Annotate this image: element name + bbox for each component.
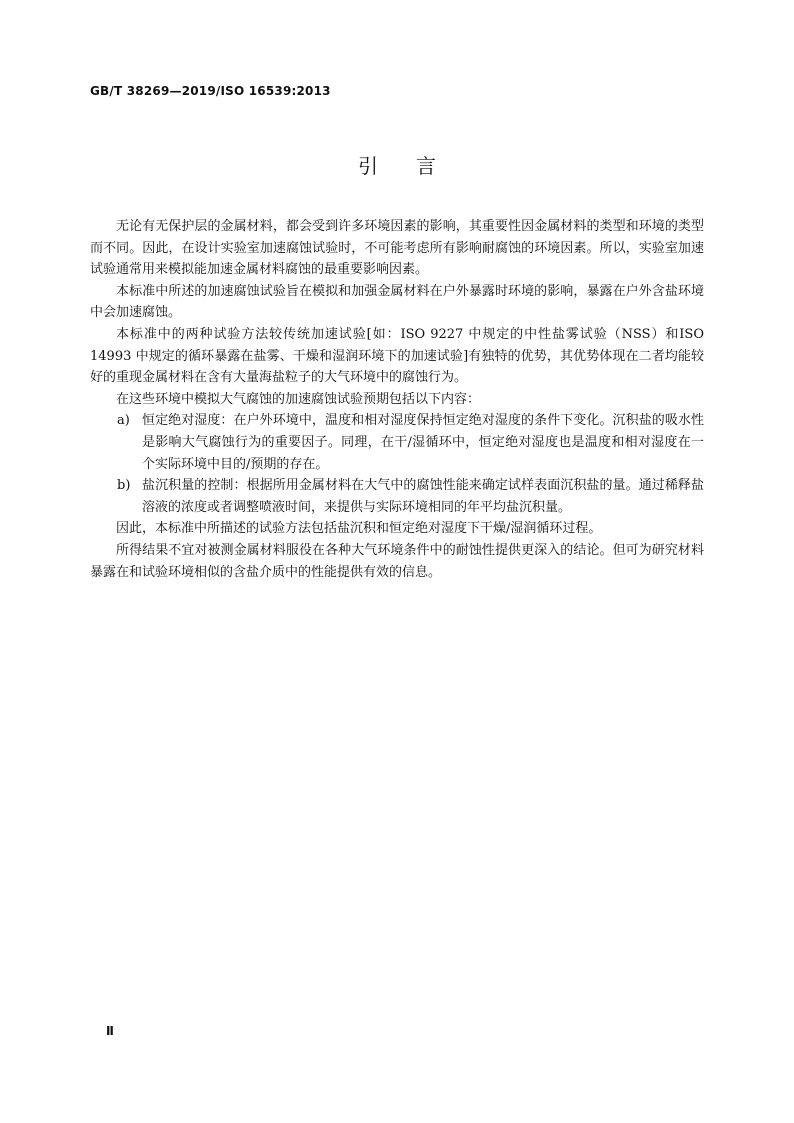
paragraph: 所得结果不宜对被测金属材料服役在各种大气环境条件中的耐蚀性提供更深入的结论。但可为研究材料暴露在和试验环境相似的含盐介质中的性能提供有效的信息。 [90, 542, 704, 580]
list-item-marker: a) [117, 413, 130, 429]
document-body [90, 216, 704, 583]
list-item [90, 475, 704, 518]
list-item-marker: b) [117, 478, 131, 494]
paragraph: 本标准中所述的加速腐蚀试验旨在模拟和加强金属材料在户外暴露时环境的影响，暴露在户外含盐环境中会加速腐蚀。 [90, 283, 704, 321]
paragraph: 本标准中的两种试验方法较传统加速试验[如：ISO 9227 中规定的中性盐雾试验（NSS）和ISO 14993 中规定的循环暴露在盐雾、干燥和湿润环境下的加速试验]有独特的优势，其优势体现在二者均能较好的重现金属材料在含有大量海盐粒子的大气环境中的腐蚀行为。 [90, 326, 704, 386]
page-title: 引言 [358, 154, 474, 178]
paragraph: 在这些环境中模拟大气腐蚀的加速腐蚀试验预期包括以下内容： [116, 391, 481, 407]
paragraph: 因此，本标准中所描述的试验方法包括盐沉积和恒定绝对湿度下干燥/湿润循环过程。 [116, 521, 602, 537]
list-item-text: 盐沉积量的控制：根据所用金属材料在大气中的腐蚀性能来确定试样表面沉积盐的量。通过稀释盐溶液的浓度或者调整喷液时间，来提供与实际环境相同的年平均盐沉积量。 [142, 478, 704, 515]
list-item [90, 410, 704, 475]
page-number: Ⅱ [106, 1024, 114, 1038]
standard-number-header: GB/T 38269—2019/ISO 16539:2013 [90, 84, 331, 98]
list-item-text: 恒定绝对湿度：在户外环境中，温度和相对湿度保持恒定绝对湿度的条件下变化。沉积盐的吸水性是影响大气腐蚀行为的重要因子。同理，在干/湿循环中，恒定绝对湿度也是温度和相对湿度在一个实际环境中目的/预期的存在。 [142, 413, 704, 472]
paragraph: 无论有无保护层的金属材料，都会受到许多环境因素的影响，其重要性因金属材料的类型和环境的类型而不同。因此，在设计实验室加速腐蚀试验时，不可能考虑所有影响耐腐蚀的环境因素。所以，实验室加速试验通常用来模拟能加速金属材料腐蚀的最重要影响因素。 [90, 219, 704, 278]
